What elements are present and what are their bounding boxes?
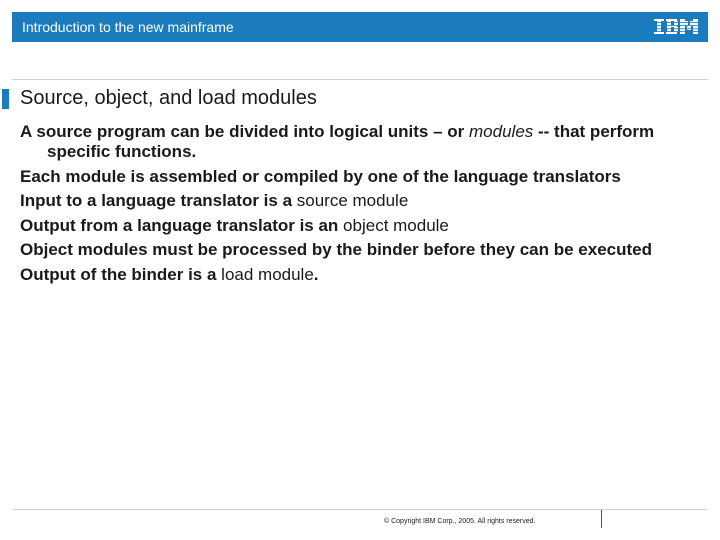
header-title: Introduction to the new mainframe: [22, 19, 234, 35]
header-bar: [12, 12, 708, 42]
bullet-list: [20, 122, 700, 289]
title-divider: [12, 79, 708, 80]
copyright-notice: © Copyright IBM Corp., 2005. All rights reserved.: [384, 518, 536, 525]
bullet-item: Object modules must be processed by the binder before they can be executed: [20, 240, 653, 259]
bullet-item: Output from a language translator is an object module: [20, 215, 449, 235]
title-accent-bar: [2, 89, 9, 109]
slide-title: Source, object, and load modules: [20, 87, 317, 109]
footer-separator: [601, 510, 602, 528]
bullet-item: Each module is assembled or compiled by one of the language translators: [20, 166, 621, 186]
bullet-item: A source program can be divided into logical units – or modules -- that perform specific functions.: [20, 122, 655, 161]
ibm-logo-icon: [654, 16, 698, 38]
footer-divider: [12, 509, 708, 510]
bullet-item: Output of the binder is a load module.: [20, 264, 319, 284]
bullet-item: Input to a language translator is a source module: [20, 191, 409, 210]
